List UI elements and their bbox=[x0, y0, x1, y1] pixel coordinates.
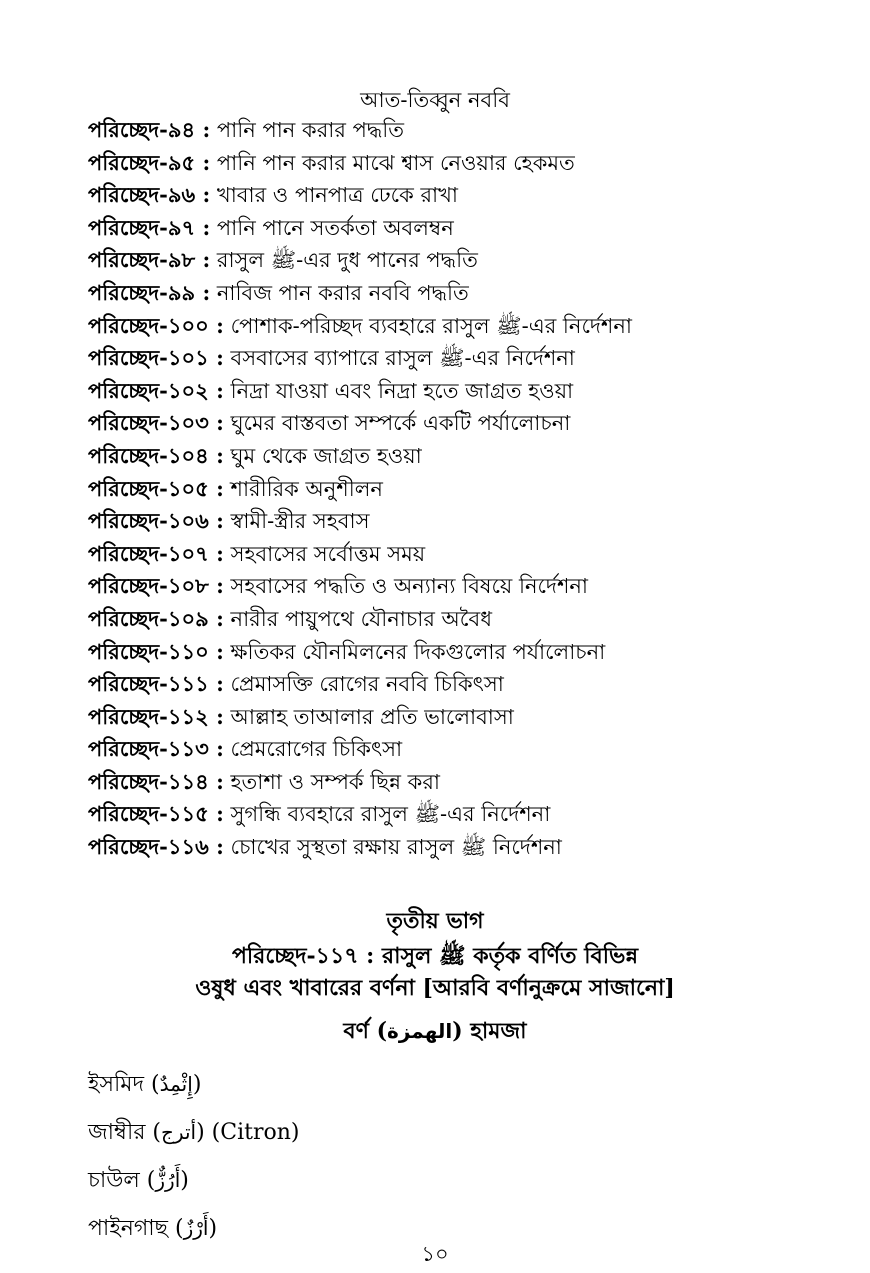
toc-label: পরিচ্ছেদ-১১০ : bbox=[88, 638, 224, 664]
toc-label: পরিচ্ছেদ-১১৩ : bbox=[88, 736, 224, 762]
toc-label: পরিচ্ছেদ-১০৫ : bbox=[88, 475, 224, 501]
chapter-heading-line-2: ওষুধ এবং খাবারের বর্ণনা [আরবি বর্ণানুক্রমে সাজানো] bbox=[195, 975, 675, 1001]
toc-label: পরিচ্ছেদ-১০৮ : bbox=[88, 573, 224, 599]
toc-label: পরিচ্ছেদ-৯৭ : bbox=[88, 214, 211, 240]
toc-title: পোশাক-পরিচ্ছদ ব্যবহারে রাসুল ﷺ-এর নির্দেশনা bbox=[230, 313, 632, 338]
toc-title: প্রেমরোগের চিকিৎসা bbox=[230, 737, 403, 762]
toc-title: রাসুল ﷺ-এর দুধ পানের পদ্ধতি bbox=[216, 248, 478, 273]
entry-name: ইসমিদ bbox=[88, 1072, 145, 1097]
entry-arabic: إِثْمِدٌ bbox=[159, 1072, 193, 1096]
toc-label: পরিচ্ছেদ-১০৯ : bbox=[88, 605, 224, 631]
running-head: আত-তিব্বুন নববি bbox=[360, 88, 510, 112]
entry-item: পাইনগাছ (أَرْزٌ) bbox=[88, 1216, 218, 1241]
toc-label: পরিচ্ছেদ-৯৪ : bbox=[88, 117, 211, 142]
toc-label: পরিচ্ছেদ-৯৮ : bbox=[88, 247, 211, 273]
toc-item bbox=[88, 636, 848, 669]
letter-heading-arabic: الهمزة bbox=[387, 1019, 453, 1043]
toc-item bbox=[88, 212, 848, 245]
page-number: ১০ bbox=[421, 1242, 449, 1266]
toc-item bbox=[88, 603, 848, 636]
part-heading: তৃতীয় ভাগ bbox=[386, 908, 484, 934]
toc-label: পরিচ্ছেদ-১০২ : bbox=[88, 377, 224, 403]
toc-title: পানি পান করার মাঝে শ্বাস নেওয়ার হেকমত bbox=[216, 150, 575, 175]
toc-label: পরিচ্ছেদ-৯৬ : bbox=[88, 182, 211, 208]
toc-item bbox=[88, 114, 848, 147]
letter-heading-suffix: ) হামজা bbox=[452, 1018, 527, 1044]
toc-title: খাবার ও পানপাত্র ঢেকে রাখা bbox=[216, 183, 458, 208]
toc-title: ঘুম থেকে জাগ্রত হওয়া bbox=[230, 443, 422, 468]
toc-label: পরিচ্ছেদ-১১৫ : bbox=[88, 801, 224, 827]
toc-item bbox=[88, 733, 848, 766]
toc-title: চোখের সুস্থতা রক্ষায় রাসুল ﷺ নির্দেশনা bbox=[230, 835, 562, 860]
toc-title: নিদ্রা যাওয়া এবং নিদ্রা হতে জাগ্রত হওয়া bbox=[230, 378, 574, 403]
toc-item bbox=[88, 407, 848, 440]
letter-heading-prefix: বর্ণ ( bbox=[343, 1018, 388, 1044]
toc-title: ক্ষতিকর যৌনমিলনের দিকগুলোর পর্যালোচনা bbox=[230, 639, 606, 664]
toc-label: পরিচ্ছেদ-১১১ : bbox=[88, 671, 224, 697]
toc-label: পরিচ্ছেদ-১০৭ : bbox=[88, 540, 224, 566]
entry-arabic: أَرْزٌ bbox=[183, 1216, 209, 1240]
toc-label: পরিচ্ছেদ-১০০ : bbox=[88, 312, 224, 338]
toc-title: হতাশা ও সম্পর্ক ছিন্ন করা bbox=[230, 769, 441, 794]
toc-item bbox=[88, 277, 848, 310]
toc-item bbox=[88, 701, 848, 734]
toc-title: নারীর পায়ুপথে যৌনাচার অবৈধ bbox=[230, 606, 493, 631]
toc-label: পরিচ্ছেদ-৯৫ : bbox=[88, 149, 211, 175]
table-of-contents bbox=[88, 114, 848, 864]
toc-title: বসবাসের ব্যাপারে রাসুল ﷺ-এর নির্দেশনা bbox=[230, 346, 575, 371]
entry-name: পাইনগাছ bbox=[88, 1216, 169, 1241]
toc-label: পরিচ্ছেদ-১০১ : bbox=[88, 345, 224, 371]
toc-label: পরিচ্ছেদ-১০৬ : bbox=[88, 508, 224, 534]
entry-name: জাম্বীর bbox=[88, 1120, 146, 1145]
toc-item bbox=[88, 668, 848, 701]
toc-item bbox=[88, 538, 848, 571]
toc-item bbox=[88, 147, 848, 180]
entry-english: (Citron) bbox=[211, 1120, 300, 1145]
toc-label: পরিচ্ছেদ-১১৬ : bbox=[88, 834, 224, 860]
toc-label: পরিচ্ছেদ-৯৯ : bbox=[88, 279, 211, 305]
toc-item bbox=[88, 440, 848, 473]
toc-title: আল্লাহ তাআলার প্রতি ভালোবাসা bbox=[230, 704, 514, 729]
toc-title: প্রেমাসক্তি রোগের নববি চিকিৎসা bbox=[230, 672, 504, 697]
toc-title: সুগন্ধি ব্যবহারে রাসুল ﷺ-এর নির্দেশনা bbox=[230, 802, 551, 827]
toc-item bbox=[88, 310, 848, 343]
entry-item: চাউল (أَرُزٌّ) bbox=[88, 1168, 189, 1193]
toc-title: স্বামী-স্ত্রীর সহবাস bbox=[230, 509, 370, 534]
toc-title: ঘুমের বাস্তবতা সম্পর্কে একটি পর্যালোচনা bbox=[230, 411, 571, 436]
entry-name: চাউল bbox=[88, 1168, 140, 1193]
toc-title: সহবাসের সর্বোত্তম সময় bbox=[230, 541, 426, 566]
toc-item bbox=[88, 342, 848, 375]
entry-item: ইসমিদ (إِثْمِدٌ) bbox=[88, 1072, 202, 1097]
toc-title: শারীরিক অনুশীলন bbox=[230, 476, 383, 501]
toc-item bbox=[88, 179, 848, 212]
toc-title: নাবিজ পান করার নববি পদ্ধতি bbox=[216, 280, 469, 305]
toc-item bbox=[88, 375, 848, 408]
entry-arabic: أَرُزٌّ bbox=[155, 1168, 181, 1192]
toc-item bbox=[88, 505, 848, 538]
toc-item bbox=[88, 798, 848, 831]
toc-label: পরিচ্ছেদ-১১২ : bbox=[88, 703, 224, 729]
entry-item: জাম্বীর (أترج) (Citron) bbox=[88, 1120, 300, 1145]
toc-item bbox=[88, 244, 848, 277]
toc-label: পরিচ্ছেদ-১১৪ : bbox=[88, 768, 224, 794]
entry-arabic: أترج bbox=[161, 1120, 197, 1144]
toc-label: পরিচ্ছেদ-১০৪ : bbox=[88, 442, 224, 468]
toc-item bbox=[88, 473, 848, 506]
toc-item bbox=[88, 766, 848, 799]
toc-title: সহবাসের পদ্ধতি ও অন্যান্য বিষয়ে নির্দেশনা bbox=[230, 574, 589, 599]
toc-item bbox=[88, 570, 848, 603]
toc-title: পানি পানে সতর্কতা অবলম্বন bbox=[216, 215, 454, 240]
chapter-heading-line-1: পরিচ্ছেদ-১১৭ : রাসুল ﷺ কর্তৃক বর্ণিত বিভিন্ন bbox=[231, 943, 639, 969]
entry-list bbox=[88, 1060, 299, 1252]
toc-item bbox=[88, 831, 848, 864]
toc-label: পরিচ্ছেদ-১০৩ : bbox=[88, 410, 224, 436]
letter-heading bbox=[0, 1015, 870, 1047]
toc-title: পানি পান করার পদ্ধতি bbox=[216, 118, 404, 142]
